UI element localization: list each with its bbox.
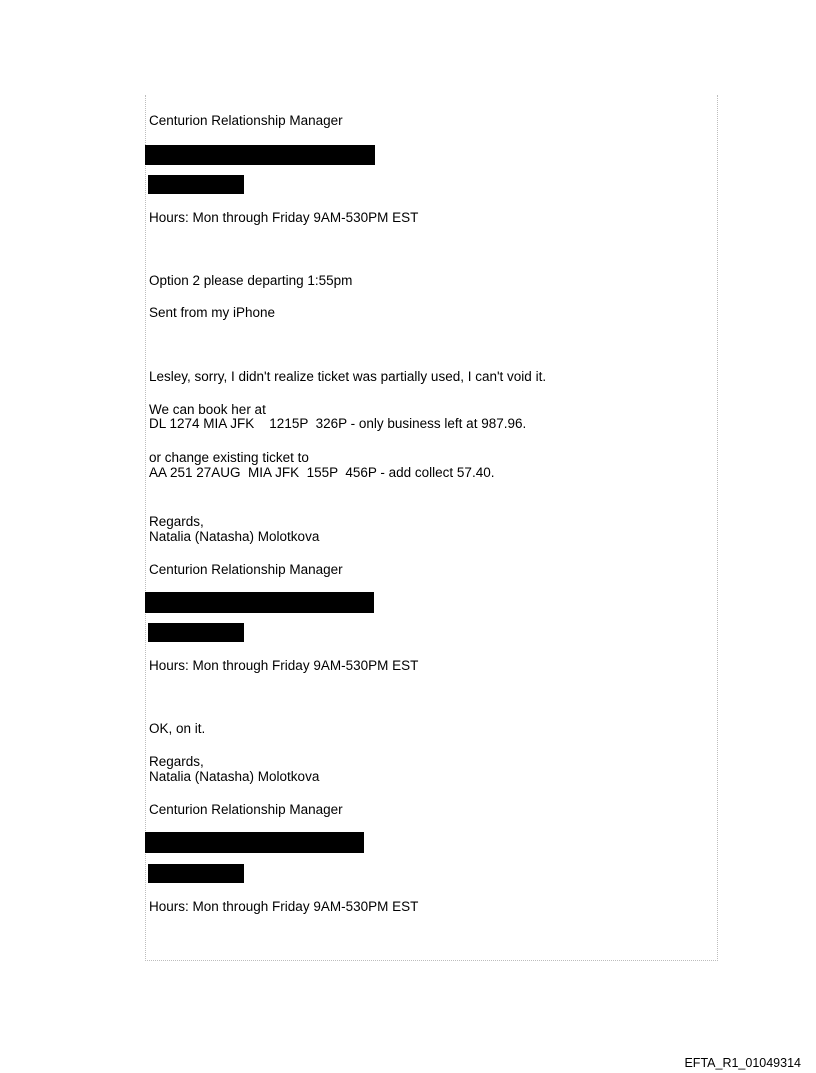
sender-name: Natalia (Natasha) Molotkova — [149, 529, 320, 544]
signature-title: Centurion Relationship Manager — [149, 562, 343, 577]
signature-hours: Hours: Mon through Friday 9AM-530PM EST — [149, 658, 419, 673]
redaction-bar — [148, 175, 244, 194]
signature-title: Centurion Relationship Manager — [149, 802, 343, 817]
redaction-bar — [145, 592, 374, 613]
closing: Regards, — [149, 754, 204, 769]
redaction-bar — [148, 864, 244, 883]
redaction-bar — [148, 623, 244, 642]
closing: Regards, — [149, 514, 204, 529]
option-intro: We can book her at — [149, 402, 266, 417]
reply-body: Option 2 please departing 1:55pm — [149, 273, 353, 288]
flight-option: DL 1274 MIA JFK 1215P 326P - only business left at 987.96. — [149, 416, 527, 431]
option-intro: or change existing ticket to — [149, 450, 309, 465]
redaction-bar — [145, 145, 375, 165]
signature-hours: Hours: Mon through Friday 9AM-530PM EST — [149, 210, 419, 225]
message-line: OK, on it. — [149, 721, 206, 736]
document-id: EFTA_R1_01049314 — [684, 1056, 801, 1070]
sent-from-line: Sent from my iPhone — [149, 305, 276, 320]
flight-option: AA 251 27AUG MIA JFK 155P 456P - add collect 57.40. — [149, 465, 495, 480]
signature-hours: Hours: Mon through Friday 9AM-530PM EST — [149, 899, 419, 914]
redaction-bar — [145, 832, 364, 853]
message-line: Lesley, sorry, I didn't realize ticket was partially used, I can't void it. — [149, 369, 547, 384]
sender-name: Natalia (Natasha) Molotkova — [149, 769, 320, 784]
signature-title: Centurion Relationship Manager — [149, 113, 343, 128]
